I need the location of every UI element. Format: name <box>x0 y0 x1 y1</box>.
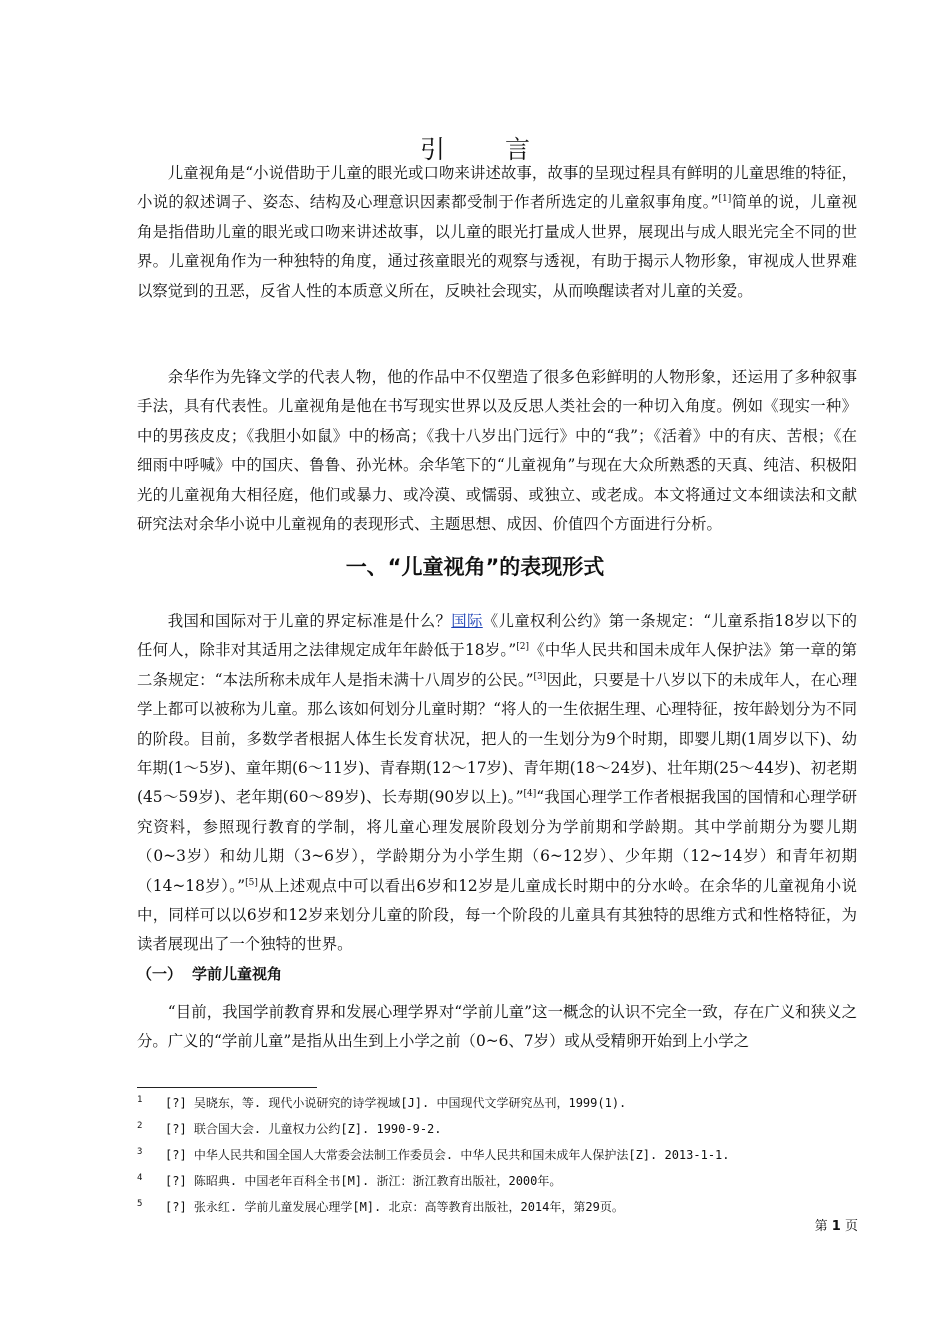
section1-paragraph <box>137 607 857 960</box>
footnote-text: [?] 联合国大会. 儿童权力公约[Z]. 1990-9-2. <box>165 1122 442 1136</box>
footnote-number: 5 <box>137 1199 143 1209</box>
s1-text-d: 因此，只要是十八岁以下的未成年人，在心理学上都可以被称为儿童。那么该如何划分儿童时期？“将人的一生依据生理、心理特征，按年龄划分为不同的阶段。目前，多数学者根据人体生长发育状况，把人的一生划分为9个时期，即婴儿期(1周岁以下)、幼年期(1～5岁)、童年期(6～11岁)、青春期(12～17岁)、青年期(18～24岁)、壮年期(25～44岁)、初老期(45～59岁)、老年期(60～89岁)、长寿期(90岁以上)。” <box>137 670 857 807</box>
s1-text-a: 我国和国际对于儿童的界定标准是什么？ <box>167 612 452 630</box>
subsection-title: 学前儿童视角 <box>192 965 283 983</box>
citation-4[interactable]: [4] <box>523 789 537 800</box>
page-number-suffix: 页 <box>844 1219 858 1234</box>
citation-5[interactable]: [5] <box>245 877 258 888</box>
s1-text-e: “我国心理学工作者根据我国的国情和心理学研究资料，参照现行教育的学制，将儿童心理发展阶段划分为学前期和学龄期。其中学前期分为婴儿期（0~3岁）和幼儿期（3~6岁），学龄期分为小学生期（6~12岁）、少年期（12~14岁）和青年初期（14~18岁）。” <box>137 788 857 895</box>
footnote-text: [?] 吴晓东，等. 现代小说研究的诗学视域[J]. 中国现代文学研究丛刊，1999(1). <box>165 1096 627 1110</box>
intro-paragraph-1 <box>137 159 857 306</box>
s1-text-c: 《中华人民共和国未成年人保护法》第一章的第二条规定：“本法所称未成年人是指未满十八周岁的公民。” <box>137 641 857 689</box>
intro-paragraph-2: 余华作为先锋文学的代表人物，他的作品中不仅塑造了很多色彩鲜明的人物形象，还运用了多种叙事手法，具有代表性。儿童视角是他在书写现实世界以及反思人类社会的一种切入角度。例如《现实一种》中的男孩皮皮；《我胆小如鼠》中的杨高；《我十八岁出门远行》中的“我”；《活着》中的有庆、苦根；《在细雨中呼喊》中的国庆、鲁鲁、孙光林。余华笔下的“儿童视角”与现在大众所熟悉的天真、纯洁、积极阳光的儿童视角大相径庭，他们或暴力、或冷漠、或懦弱、或独立、或老成。本文将通过文本细读法和文献研究法对余华小说中儿童视角的表现形式、主题思想、成因、价值四个方面进行分析。 <box>137 368 857 534</box>
page-number <box>815 1215 858 1234</box>
intro-p1-text-b: 简单的说，儿童视角是指借助儿童的眼光或口吻来讲述故事，以儿童的眼光打量成人世界，展现出与成人眼光完全不同的世界。儿童视角作为一种独特的角度，通过孩童眼光的观察与透视，有助于揭示人物形象，审视成人世界难以察觉到的丑恶，反省人性的本质意义所在，反映社会现实，从而唤醒读者对儿童的关爱。 <box>137 193 857 300</box>
intro-p1-text-a: 儿童视角是“小说借助于儿童的眼光或口吻来讲述故事，故事的呈现过程具有鲜明的儿童思维的特征，小说的叙述调子、姿态、结构及心理意识因素都受制于作者所选定的儿童叙事角度。” <box>137 164 857 212</box>
footnote-number: 4 <box>137 1173 143 1183</box>
footnote-number: 1 <box>137 1095 143 1105</box>
subsection-paragraph: “目前，我国学前教育界和发展心理学界对“学前儿童”这一概念的认识不完全一致，存在广义和狭义之分。广义的“学前儿童”是指从出生到上小学之前（0~6、7岁）或从受精卵开始到上小学之 <box>137 1003 857 1051</box>
subsection-heading <box>137 963 282 984</box>
footnote-number: 2 <box>137 1121 143 1131</box>
s1-text-b: 《儿童权利公约》第一条规定：“儿童系指18岁以下的任何人，除非对其适用之法律规定成年年龄低于18岁。” <box>137 612 857 660</box>
section-heading: 一、“儿童视角”的表现形式 <box>345 555 605 579</box>
subsection-number: （一） <box>137 965 183 983</box>
page-number-value: 1 <box>831 1219 841 1234</box>
page-number-prefix: 第 <box>814 1219 828 1234</box>
footnote-text: [?] 中华人民共和国全国人大常委会法制工作委员会. 中华人民共和国未成年人保护法[Z]. 2013-1-1. <box>165 1148 730 1162</box>
footnote-text: [?] 张永红. 学前儿童发展心理学[M]. 北京：高等教育出版社，2014年，第29页。 <box>165 1200 624 1214</box>
footnote-number: 3 <box>137 1147 143 1157</box>
footnote-text: [?] 陈昭典. 中国老年百科全书[M]. 浙江：浙江教育出版社，2000年。 <box>165 1174 562 1188</box>
footnote-separator <box>137 1087 317 1088</box>
s1-text-f: 从上述观点中可以看出6岁和12岁是儿童成长时期中的分水岭。在余华的儿童视角小说中，同样可以以6岁和12岁来划分儿童的阶段，每一个阶段的儿童具有其独特的思维方式和性格特征，为读者展现出了一个独特的世界。 <box>137 876 857 954</box>
citation-1[interactable]: [1] <box>718 194 732 205</box>
citation-2[interactable]: [2] <box>516 642 529 653</box>
citation-3[interactable]: [3] <box>533 671 547 682</box>
link-international[interactable]: 国际 <box>451 612 483 630</box>
page-title: 引 言 <box>420 135 556 164</box>
